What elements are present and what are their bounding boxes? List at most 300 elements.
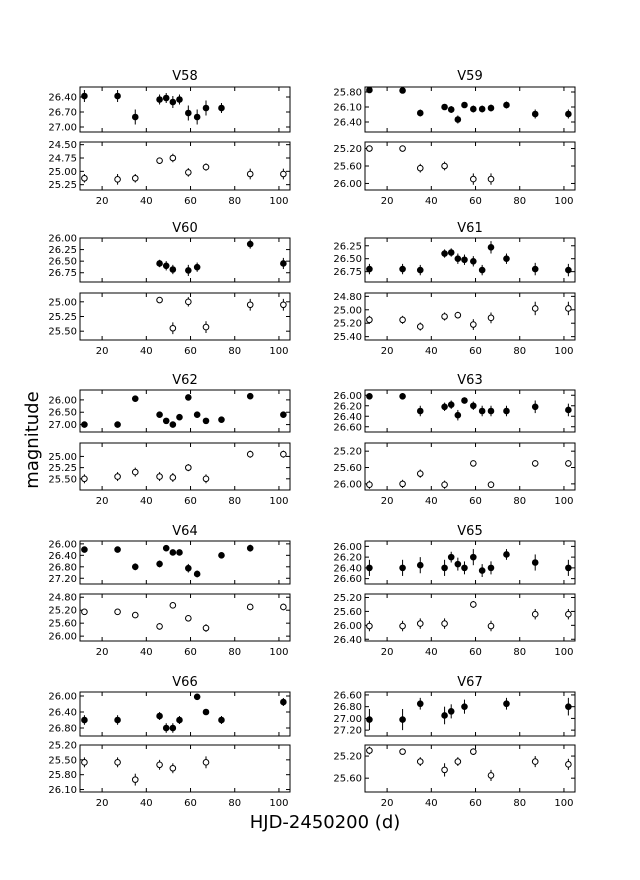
x-axis-label: HJD-2450200 (d)	[249, 812, 401, 833]
panel-v63-top-point-filled	[479, 408, 485, 414]
panel-v58-top-point-filled	[219, 105, 225, 111]
panel-v62-top-point-filled	[186, 395, 192, 401]
panel-v67-top-point-filled	[442, 713, 448, 719]
panel-v59-bottom-point-open	[417, 165, 423, 171]
panel-v62-bottom-frame	[80, 443, 290, 490]
panel-v60-bottom-ytick-label: 25.00	[48, 297, 77, 309]
panel-v64-top-point-filled	[132, 564, 138, 570]
panel-v65-top-point-filled	[367, 565, 373, 571]
panel-v61-title: V61	[457, 221, 483, 236]
panel-v63-bottom-frame	[365, 443, 575, 490]
panel-v65-top-frame	[365, 541, 575, 584]
panel-v63-bottom-point-open	[400, 481, 406, 487]
panel-v66-bottom-xtick-label: 20	[95, 798, 109, 809]
panel-v59-top-point-filled	[566, 111, 572, 117]
panel-v64-top-point-filled	[163, 545, 169, 551]
panel-v65-bottom-point-open	[367, 623, 373, 629]
panel-v66-bottom-ytick-label: 25.80	[48, 770, 77, 782]
panel-v65-bottom-ytick-label: 25.20	[333, 592, 362, 604]
panel-v64-top-ytick-label: 27.20	[48, 573, 77, 585]
panel-v67-bottom-point-open	[471, 749, 477, 755]
panel-v60-top-point-filled	[163, 263, 169, 269]
panel-v61-bottom-ytick-label: 25.20	[333, 318, 362, 330]
panel-v63-top-point-filled	[448, 402, 454, 408]
panel-v61-top-point-filled	[462, 257, 468, 263]
panel-v63-bottom-xtick-label: 40	[424, 496, 438, 507]
panel-v58-bottom-xtick-label: 20	[95, 196, 109, 207]
panel-v63-bottom-point-open	[488, 482, 494, 488]
panel-v65-bottom-xtick-label: 40	[424, 647, 438, 658]
panel-v63-top-point-filled	[400, 394, 406, 400]
panel-v60-bottom-point-open	[186, 299, 192, 305]
panel-v61-top-point-filled	[532, 266, 538, 272]
panel-v62-top-frame	[80, 390, 290, 432]
panel-v60-top-point-filled	[281, 261, 287, 267]
panel-v62-bottom-xtick-label: 60	[184, 496, 197, 507]
panel-v62-bottom-xtick-label: 40	[139, 496, 153, 507]
panel-v64-bottom-point-open	[82, 609, 88, 615]
panel-v64-bottom-xtick-label: 80	[228, 647, 242, 658]
panel-v67-top-point-filled	[566, 704, 572, 710]
panel-v65-bottom-xtick-label: 60	[469, 647, 482, 658]
panel-v65-top-point-filled	[462, 565, 468, 571]
panel-v66-bottom-point-open	[203, 760, 209, 766]
panel-v64-top-point-filled	[82, 547, 88, 553]
panel-v59-top-point-filled	[417, 110, 423, 116]
panel-v63-bottom-point-open	[367, 482, 373, 488]
panel-v65-top-point-filled	[448, 554, 454, 560]
panel-v63-bottom-point-open	[417, 471, 423, 477]
panel-v64-bottom-xtick-label: 60	[184, 647, 197, 658]
panel-v66-top-point-filled	[163, 725, 169, 731]
panel-v66	[48, 675, 290, 809]
panel-v66-top-ytick-label: 26.00	[48, 691, 77, 703]
panel-v66-top-ytick-label: 26.80	[48, 723, 77, 735]
panel-v60-top-point-filled	[247, 241, 253, 247]
panel-v60-top-point-filled	[194, 264, 200, 270]
panel-v62-bottom-ytick-label: 25.00	[48, 451, 77, 463]
panel-v60-bottom-xtick-label: 40	[139, 346, 153, 357]
panel-v60	[48, 221, 290, 357]
panel-v63-bottom-xtick-label: 100	[554, 496, 574, 507]
panel-v64-top-point-filled	[177, 550, 183, 556]
panel-v62-top-point-filled	[247, 393, 253, 399]
panel-v62-bottom-xtick-label: 100	[269, 496, 289, 507]
panel-v61-top-ytick-label: 26.25	[333, 241, 362, 253]
panel-v65-bottom-xtick-label: 80	[513, 647, 527, 658]
panel-v60-bottom-xtick-label: 20	[95, 346, 109, 357]
panel-v67-title: V67	[457, 675, 483, 690]
panel-v65-top-point-filled	[400, 565, 406, 571]
panel-v58-bottom-ytick-label: 25.25	[48, 180, 77, 192]
panel-v64-bottom-point-open	[281, 604, 287, 610]
panel-v58-top-ytick-label: 26.70	[48, 107, 77, 119]
panel-v63-top-point-filled	[462, 398, 468, 404]
panel-v59-top-point-filled	[367, 87, 373, 93]
panel-v64-top-ytick-label: 26.40	[48, 550, 77, 562]
panel-v61-top-ytick-label: 26.75	[333, 267, 362, 279]
panel-v58	[48, 69, 290, 207]
panel-v65-bottom-ytick-label: 26.40	[333, 634, 362, 646]
panel-v63-bottom-xtick-label: 80	[513, 496, 527, 507]
panel-v58-bottom-ytick-label: 24.50	[48, 140, 77, 152]
panel-v64-bottom-point-open	[203, 625, 209, 631]
panel-v66-bottom-point-open	[82, 760, 88, 766]
panel-v64-top-point-filled	[247, 545, 253, 551]
panel-v67-top-point-filled	[448, 709, 454, 715]
panel-v58-bottom-point-open	[115, 177, 121, 183]
panel-v62-top-point-filled	[82, 422, 88, 428]
panel-v59	[333, 69, 575, 207]
panel-v67-bottom-point-open	[532, 759, 538, 765]
panel-v66-top-point-filled	[281, 699, 287, 705]
panel-v60-bottom-xtick-label: 100	[269, 346, 289, 357]
panel-v64-bottom-point-open	[186, 616, 192, 622]
panel-v67-top-point-filled	[504, 701, 510, 707]
panel-v58-bottom-point-open	[82, 175, 88, 181]
panel-v61-bottom-xtick-label: 60	[469, 346, 482, 357]
panel-v66-top-point-filled	[194, 694, 200, 700]
panel-v62-top-point-filled	[157, 412, 163, 418]
panel-v58-top-ytick-label: 27.00	[48, 122, 77, 134]
panel-v67-bottom-xtick-label: 20	[380, 798, 394, 809]
panel-v60-bottom-point-open	[281, 302, 287, 308]
panel-v65-bottom-xtick-label: 100	[554, 647, 574, 658]
panel-v59-bottom-ytick-label: 26.00	[333, 178, 362, 190]
panel-v63-top-point-filled	[442, 404, 448, 410]
panel-v65-bottom-point-open	[471, 602, 477, 608]
panel-v65-top-ytick-label: 26.00	[333, 541, 362, 553]
panel-v61-bottom-ytick-label: 25.00	[333, 305, 362, 317]
panel-v61-bottom-point-open	[442, 314, 448, 320]
panel-v63-top-point-filled	[532, 404, 538, 410]
panel-v64-top-ytick-label: 26.00	[48, 539, 77, 551]
panel-v61-bottom-point-open	[566, 306, 572, 312]
panel-v59-bottom-point-open	[488, 176, 494, 182]
panel-v61-bottom-frame	[365, 293, 575, 340]
panel-v67-top-frame	[365, 692, 575, 736]
panel-v65-bottom-point-open	[417, 621, 423, 627]
panel-v59-bottom-point-open	[400, 146, 406, 152]
panel-v62-bottom-point-open	[82, 476, 88, 482]
panel-v63-top-point-filled	[471, 403, 477, 409]
panel-v60-bottom-point-open	[203, 324, 209, 330]
panel-v63-top-ytick-label: 26.00	[333, 390, 362, 402]
panel-v67-top-point-filled	[462, 704, 468, 710]
panel-v65-bottom-ytick-label: 25.60	[333, 606, 362, 618]
panel-v66-bottom-point-open	[170, 765, 176, 771]
panel-v61-bottom-point-open	[488, 315, 494, 321]
panel-v67-bottom-point-open	[566, 762, 572, 768]
panel-v62-bottom-point-open	[281, 451, 287, 457]
panel-v65-top-point-filled	[504, 552, 510, 558]
panel-v60-top-ytick-label: 26.00	[48, 233, 77, 245]
panel-v64-bottom-point-open	[170, 603, 176, 609]
panel-v62-title: V62	[172, 373, 198, 388]
panel-v58-bottom-ytick-label: 25.00	[48, 166, 77, 178]
panel-v64-bottom-point-open	[247, 604, 253, 610]
panel-v62-bottom-point-open	[247, 451, 253, 457]
panel-v59-bottom-point-open	[367, 146, 373, 152]
panel-v65-bottom-point-open	[442, 621, 448, 627]
panel-v63-top-ytick-label: 26.20	[333, 401, 362, 413]
panel-v67-top-ytick-label: 27.00	[333, 713, 362, 725]
panel-v58-bottom-point-open	[170, 155, 176, 161]
panel-v65-top-ytick-label: 26.60	[333, 574, 362, 586]
panel-v67-bottom-point-open	[400, 749, 406, 755]
panel-v60-bottom-point-open	[247, 302, 253, 308]
panel-grid	[48, 69, 575, 809]
panel-v62-bottom-xtick-label: 80	[228, 496, 242, 507]
panel-v60-bottom-xtick-label: 60	[184, 346, 197, 357]
panel-v59-top-point-filled	[532, 111, 538, 117]
panel-v65-bottom-frame	[365, 594, 575, 641]
panel-v66-bottom-xtick-label: 100	[269, 798, 289, 809]
panel-v62-top-point-filled	[163, 418, 169, 424]
panel-v64-top-point-filled	[115, 547, 121, 553]
panel-v60-bottom-frame	[80, 293, 290, 340]
panel-v58-top-point-filled	[115, 93, 121, 99]
panel-v66-top-frame	[80, 692, 290, 736]
panel-v58-bottom-point-open	[203, 164, 209, 170]
panel-v66-top-ytick-label: 26.40	[48, 707, 77, 719]
panel-v64-bottom-ytick-label: 25.60	[48, 618, 77, 630]
panel-v59-top-point-filled	[504, 102, 510, 108]
panel-v61-bottom-xtick-label: 40	[424, 346, 438, 357]
panel-v66-bottom-xtick-label: 80	[228, 798, 242, 809]
panel-v67-top-ytick-label: 26.80	[333, 702, 362, 714]
panel-v59-title: V59	[457, 69, 483, 84]
panel-v59-bottom-frame	[365, 142, 575, 190]
panel-v65-top-ytick-label: 26.20	[333, 552, 362, 564]
panel-v60-bottom-point-open	[170, 325, 176, 331]
panel-v60-bottom-ytick-label: 25.50	[48, 326, 77, 338]
panel-v58-bottom-xtick-label: 100	[269, 196, 289, 207]
panel-v67	[333, 675, 575, 809]
panel-v66-top-point-filled	[170, 725, 176, 731]
panel-v67-bottom-point-open	[488, 773, 494, 779]
panel-v60-top-point-filled	[170, 267, 176, 273]
panel-v59-top-frame	[365, 87, 575, 132]
panel-v64-bottom-xtick-label: 100	[269, 647, 289, 658]
panel-v58-top-point-filled	[132, 114, 138, 120]
panel-v67-bottom-xtick-label: 100	[554, 798, 574, 809]
panel-v67-bottom-xtick-label: 60	[469, 798, 482, 809]
panel-v59-bottom-ytick-label: 25.20	[333, 144, 362, 156]
panel-v62-top-point-filled	[177, 414, 183, 420]
panel-v59-top-ytick-label: 26.10	[333, 102, 362, 114]
panel-v63-top-point-filled	[367, 394, 373, 400]
panel-v58-top-frame	[80, 87, 290, 132]
panel-v67-top-ytick-label: 27.20	[333, 725, 362, 737]
panel-v64-bottom-xtick-label: 40	[139, 647, 153, 658]
panel-v63-top-point-filled	[504, 408, 510, 414]
panel-v63-bottom-point-open	[532, 461, 538, 467]
panel-v66-top-point-filled	[115, 717, 121, 723]
panel-v65-top-point-filled	[442, 565, 448, 571]
panel-v64-bottom-point-open	[157, 624, 163, 630]
panel-v66-bottom-ytick-label: 25.20	[48, 740, 77, 752]
panel-v64-bottom-ytick-label: 26.00	[48, 631, 77, 643]
panel-v66-top-point-filled	[157, 713, 163, 719]
y-axis-label: magnitude	[22, 391, 43, 489]
panel-v64-bottom-frame	[80, 594, 290, 641]
panel-v61-bottom-point-open	[367, 317, 373, 323]
panel-v62-bottom-point-open	[157, 474, 163, 480]
panel-v61-top-point-filled	[488, 245, 494, 251]
panel-v59-top-point-filled	[471, 106, 477, 112]
panel-v64-top-point-filled	[157, 561, 163, 567]
panel-v64-top-frame	[80, 541, 290, 584]
panel-v61-top-point-filled	[367, 266, 373, 272]
panel-v58-top-point-filled	[157, 97, 163, 103]
panel-v62-bottom-point-open	[203, 476, 209, 482]
panel-v67-bottom-xtick-label: 40	[424, 798, 438, 809]
panel-v61-top-point-filled	[400, 266, 406, 272]
panel-v59-top-point-filled	[442, 104, 448, 110]
panel-v63-bottom-point-open	[442, 482, 448, 488]
panel-v58-top-point-filled	[186, 110, 192, 116]
panel-v62-bottom-point-open	[132, 469, 138, 475]
panel-v67-top-point-filled	[417, 701, 423, 707]
panel-v63-bottom-ytick-label: 26.00	[333, 479, 362, 491]
panel-v62-bottom-point-open	[170, 475, 176, 481]
panel-v63-bottom-point-open	[471, 461, 477, 467]
panel-v66-bottom-point-open	[132, 777, 138, 783]
panel-v65-top-point-filled	[532, 560, 538, 566]
panel-v64-top-point-filled	[186, 565, 192, 571]
panel-v64-top-point-filled	[219, 553, 225, 559]
panel-v63-bottom-ytick-label: 25.20	[333, 446, 362, 458]
panel-v59-top-point-filled	[462, 102, 468, 108]
panel-v65-bottom-xtick-label: 20	[380, 647, 394, 658]
panel-v61-bottom-xtick-label: 100	[554, 346, 574, 357]
panel-v67-top-point-filled	[400, 717, 406, 723]
panel-v59-top-ytick-label: 26.40	[333, 117, 362, 129]
panel-v61-top-point-filled	[471, 258, 477, 264]
panel-v61-bottom-ytick-label: 25.40	[333, 332, 362, 344]
panel-v61	[333, 221, 575, 357]
panel-v60-top-point-filled	[157, 261, 163, 267]
panel-v61-top-frame	[365, 238, 575, 282]
panel-v67-bottom-point-open	[417, 759, 423, 765]
panel-v58-title: V58	[172, 69, 198, 84]
panel-v65-top-point-filled	[417, 562, 423, 568]
panel-v59-bottom-point-open	[442, 163, 448, 169]
panel-v60-bottom-ytick-label: 25.25	[48, 312, 77, 323]
panel-v62-top-point-filled	[281, 412, 287, 418]
panel-v61-bottom-point-open	[532, 306, 538, 312]
panel-v58-top-point-filled	[194, 114, 200, 120]
panel-v67-bottom-ytick-label: 25.20	[333, 751, 362, 763]
panel-v66-top-point-filled	[219, 717, 225, 723]
panel-v58-top-point-filled	[82, 93, 88, 99]
panel-v65-bottom-point-open	[400, 623, 406, 629]
panel-v67-bottom-xtick-label: 80	[513, 798, 527, 809]
panel-v61-bottom-point-open	[471, 322, 477, 328]
panel-v64-top-point-filled	[170, 550, 176, 556]
panel-v60-bottom-xtick-label: 80	[228, 346, 242, 357]
panel-v65-bottom-ytick-label: 26.00	[333, 620, 362, 632]
panel-v62-bottom-xtick-label: 20	[95, 496, 109, 507]
panel-v63-title: V63	[457, 373, 483, 388]
panel-v65-top-point-filled	[471, 554, 477, 560]
panel-v64-bottom-point-open	[115, 609, 121, 615]
panel-v61-top-point-filled	[566, 267, 572, 273]
panel-v65-top-point-filled	[455, 561, 461, 567]
panel-v59-bottom-point-open	[471, 176, 477, 182]
panel-v62-bottom-ytick-label: 25.25	[48, 463, 77, 475]
panel-v62-bottom-point-open	[115, 474, 121, 480]
panel-v61-bottom-point-open	[417, 324, 423, 330]
panel-v59-top-point-filled	[448, 107, 454, 113]
panel-v64-bottom-point-open	[132, 612, 138, 618]
panel-v63-bottom-ytick-label: 25.60	[333, 463, 362, 475]
panel-v64-bottom-ytick-label: 25.20	[48, 605, 77, 617]
panel-v67-bottom-point-open	[442, 767, 448, 773]
panel-v66-bottom-xtick-label: 40	[139, 798, 153, 809]
panel-v58-bottom-xtick-label: 80	[228, 196, 242, 207]
panel-v60-top-ytick-label: 26.25	[48, 245, 77, 257]
panel-v61-top-point-filled	[448, 250, 454, 256]
panel-v58-top-point-filled	[203, 105, 209, 111]
panel-v65-bottom-point-open	[566, 611, 572, 617]
panel-v64-top-point-filled	[194, 571, 200, 577]
panel-v61-top-point-filled	[479, 267, 485, 273]
panel-v63-bottom-xtick-label: 20	[380, 496, 394, 507]
panel-v59-bottom-xtick-label: 40	[424, 196, 438, 207]
panel-v62-top-ytick-label: 26.00	[48, 395, 77, 407]
panel-v58-bottom-point-open	[186, 170, 192, 176]
panel-v60-bottom-point-open	[157, 297, 163, 303]
panel-v59-bottom-xtick-label: 100	[554, 196, 574, 207]
panel-v63-bottom-xtick-label: 60	[469, 496, 482, 507]
panel-v67-bottom-point-open	[455, 759, 461, 765]
panel-v61-bottom-point-open	[455, 312, 461, 318]
panel-v64-bottom-xtick-label: 20	[95, 647, 109, 658]
panel-v58-top-point-filled	[170, 99, 176, 105]
panel-v62-top-ytick-label: 26.50	[48, 407, 77, 419]
panel-v59-top-point-filled	[479, 106, 485, 112]
panel-v59-top-ytick-label: 25.80	[333, 87, 362, 99]
panel-v63-top-frame	[365, 390, 575, 432]
panel-v67-top-ytick-label: 26.60	[333, 690, 362, 702]
panel-v61-top-point-filled	[504, 256, 510, 262]
panel-v66-top-point-filled	[203, 709, 209, 715]
panel-v63-top-point-filled	[455, 412, 461, 418]
panel-v59-bottom-ytick-label: 25.60	[333, 161, 362, 173]
panel-v60-top-ytick-label: 26.50	[48, 256, 77, 268]
panel-v63-top-point-filled	[566, 407, 572, 413]
panel-v63-top-ytick-label: 26.60	[333, 422, 362, 434]
panel-v61-top-point-filled	[442, 251, 448, 257]
panel-v65-title: V65	[457, 524, 483, 539]
panel-v58-bottom-point-open	[132, 175, 138, 181]
panel-v62-top-ytick-label: 27.00	[48, 420, 77, 432]
panel-v65-bottom-point-open	[488, 623, 494, 629]
panel-v65-top-point-filled	[566, 565, 572, 571]
panel-v66-top-point-filled	[177, 717, 183, 723]
panel-v63	[333, 373, 575, 507]
panel-v63-top-point-filled	[417, 408, 423, 414]
panel-v64	[48, 524, 290, 658]
panel-v61-bottom-xtick-label: 80	[513, 346, 527, 357]
panel-v66-top-point-filled	[82, 717, 88, 723]
panel-v61-bottom-point-open	[400, 317, 406, 323]
panel-v60-top-frame	[80, 238, 290, 282]
panel-v64-bottom-ytick-label: 24.80	[48, 592, 77, 604]
panel-v58-bottom-xtick-label: 40	[139, 196, 153, 207]
